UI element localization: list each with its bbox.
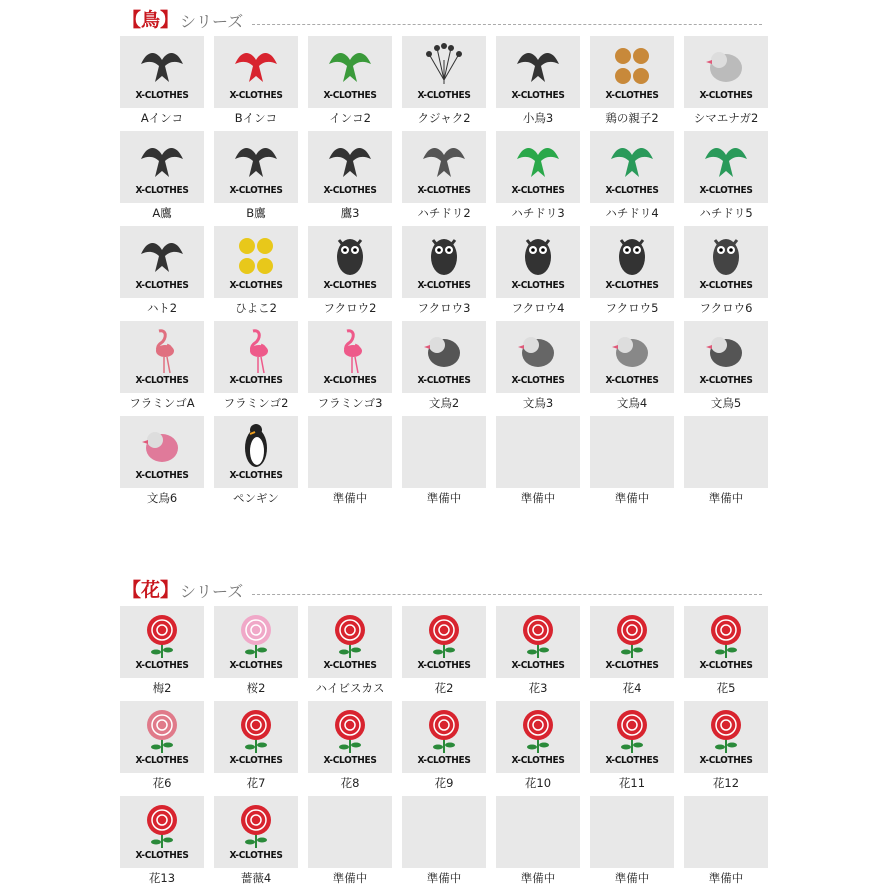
product-item[interactable] [590,606,674,700]
product-thumbnail[interactable] [684,606,768,678]
product-item[interactable] [684,606,768,700]
product-thumbnail[interactable] [214,796,298,868]
brand-text: X-CLOTHES [511,280,565,291]
brand-text: X-CLOTHES [229,280,283,291]
product-label: インコ2 [329,111,371,125]
product-thumbnail[interactable] [308,701,392,773]
rose-icon [419,705,469,755]
product-item[interactable] [120,131,204,225]
brand-text: X-CLOTHES [229,755,283,766]
product-label: ハイビスカス [315,681,385,695]
brand-text: X-CLOTHES [135,755,189,766]
product-label: 文鳥5 [710,396,742,410]
brand-text: X-CLOTHES [229,470,283,481]
brand-text: X-CLOTHES [417,90,471,101]
product-thumbnail [684,796,768,868]
product-label: 文鳥2 [428,396,460,410]
product-thumbnail[interactable] [120,36,204,108]
product-thumbnail[interactable] [120,416,204,488]
product-item[interactable] [120,796,204,890]
placeholder-item [402,796,486,890]
product-thumbnail [590,416,674,488]
parrot-icon [137,40,187,90]
product-item[interactable] [214,416,298,510]
product-item[interactable] [684,701,768,795]
product-label: 花6 [152,776,172,790]
flower-stems-icon [607,610,657,660]
product-thumbnail[interactable] [120,796,204,868]
brand-text: X-CLOTHES [135,660,189,671]
rose-icon [231,705,281,755]
product-label: 文鳥6 [146,491,178,505]
brand-text: X-CLOTHES [323,280,377,291]
product-thumbnail[interactable] [214,606,298,678]
product-label: B鷹 [246,206,266,220]
brand-text: X-CLOTHES [323,755,377,766]
product-label: A鷹 [152,206,172,220]
product-item[interactable] [120,36,204,130]
product-thumbnail[interactable] [402,321,486,393]
plum-blossom-icon [137,610,187,660]
product-label: 薔薇4 [240,871,272,885]
product-label: ひよこ2 [235,301,277,315]
section-series-label: シリーズ [180,582,244,601]
brand-text: X-CLOTHES [135,850,189,861]
product-item[interactable] [684,36,768,130]
product-label: 花3 [528,681,548,695]
product-label: 準備中 [426,491,462,505]
product-thumbnail[interactable] [496,131,580,203]
brand-text: X-CLOTHES [511,660,565,671]
product-label: Bインコ [234,111,278,125]
product-thumbnail[interactable] [214,36,298,108]
product-item[interactable] [496,226,580,320]
placeholder-item [402,416,486,510]
chicks-icon [231,230,281,280]
product-thumbnail[interactable] [590,226,674,298]
product-thumbnail [496,796,580,868]
brand-text: X-CLOTHES [229,185,283,196]
flamingo-icon [137,325,187,375]
product-item[interactable] [308,606,392,700]
brand-text: X-CLOTHES [605,660,659,671]
product-item[interactable] [214,226,298,320]
penguin-icon [231,420,281,470]
product-thumbnail[interactable] [402,36,486,108]
long-tailed-tit-icon [701,40,751,90]
product-thumbnail[interactable] [590,701,674,773]
brand-text: X-CLOTHES [699,90,753,101]
placeholder-item [590,796,674,890]
product-item[interactable] [402,36,486,130]
section-divider [252,594,762,595]
product-label: ハト2 [146,301,178,315]
product-item[interactable] [590,131,674,225]
section-title: 【花】 [122,579,180,601]
product-thumbnail[interactable] [120,321,204,393]
product-item[interactable] [120,321,204,415]
product-label: 準備中 [614,871,650,885]
product-label: 小鳥3 [522,111,554,125]
flamingo-icon [231,325,281,375]
product-label: 準備中 [520,871,556,885]
product-item[interactable] [214,131,298,225]
brand-text: X-CLOTHES [135,90,189,101]
product-label: ハチドリ4 [605,206,659,220]
product-label: 花8 [340,776,360,790]
product-item[interactable] [684,131,768,225]
product-label: フクロウ4 [511,301,565,315]
product-label: 準備中 [708,871,744,885]
product-item[interactable] [684,321,768,415]
owl-icon [701,230,751,280]
brand-text: X-CLOTHES [323,660,377,671]
owl-icon [607,230,657,280]
section-header-flowers [122,576,762,606]
product-label: 花7 [246,776,266,790]
brand-text: X-CLOTHES [511,185,565,196]
product-thumbnail[interactable] [684,321,768,393]
product-item[interactable] [590,321,674,415]
product-thumbnail[interactable] [684,701,768,773]
product-thumbnail[interactable] [684,131,768,203]
product-item[interactable] [308,701,392,795]
product-label: 鶏の親子2 [605,111,659,125]
brand-text: X-CLOTHES [229,375,283,386]
eagle-icon [325,135,375,185]
brand-text: X-CLOTHES [417,755,471,766]
product-item[interactable] [590,701,674,795]
product-thumbnail[interactable] [684,226,768,298]
java-sparrow-icon [701,325,751,375]
product-label: フクロウ6 [699,301,753,315]
product-label: 花4 [622,681,642,695]
brand-text: X-CLOTHES [511,375,565,386]
rose-outline-icon [137,705,187,755]
product-label: 梅2 [152,681,172,695]
product-label: Aインコ [140,111,184,125]
product-label: 花11 [618,776,646,790]
product-thumbnail[interactable] [402,226,486,298]
flowers-grid [120,606,772,891]
brand-text: X-CLOTHES [699,280,753,291]
product-label: フクロウ5 [605,301,659,315]
product-item[interactable] [496,606,580,700]
parrot-icon [231,40,281,90]
brand-text: X-CLOTHES [699,660,753,671]
java-sparrow-icon [607,325,657,375]
chrysanthemum-icon [701,705,751,755]
product-thumbnail[interactable] [496,36,580,108]
product-label: ハチドリ3 [511,206,565,220]
placeholder-item [496,416,580,510]
hummingbird-icon [513,135,563,185]
hibiscus-icon [325,610,375,660]
product-thumbnail [590,796,674,868]
product-item[interactable] [214,606,298,700]
product-label: 花2 [434,681,454,695]
product-thumbnail[interactable] [496,701,580,773]
brand-text: X-CLOTHES [605,90,659,101]
product-thumbnail[interactable] [308,226,392,298]
product-thumbnail[interactable] [214,701,298,773]
product-label: 花12 [712,776,740,790]
product-thumbnail [684,416,768,488]
product-label: フクロウ3 [417,301,471,315]
dove-icon [137,230,187,280]
product-label: 花13 [148,871,176,885]
product-label: シマエナガ2 [693,111,759,125]
product-item[interactable] [590,36,674,130]
product-item[interactable] [214,701,298,795]
product-item[interactable] [214,796,298,890]
product-thumbnail[interactable] [308,36,392,108]
product-thumbnail[interactable] [308,606,392,678]
product-label: クジャク2 [417,111,471,125]
product-thumbnail [402,416,486,488]
flower-stems-icon [513,610,563,660]
product-thumbnail [308,416,392,488]
eagle-icon [137,135,187,185]
product-thumbnail[interactable] [590,321,674,393]
product-label: ハチドリ5 [699,206,753,220]
product-label: 花10 [524,776,552,790]
product-thumbnail [308,796,392,868]
product-item[interactable] [214,36,298,130]
product-thumbnail[interactable] [402,701,486,773]
placeholder-item [684,416,768,510]
product-item[interactable] [402,321,486,415]
placeholder-item [496,796,580,890]
product-thumbnail[interactable] [496,606,580,678]
java-sparrow-icon [419,325,469,375]
brand-text: X-CLOTHES [229,90,283,101]
product-item[interactable] [120,226,204,320]
placeholder-item [590,416,674,510]
product-thumbnail[interactable] [590,606,674,678]
flower-icon [701,610,751,660]
product-label: 準備中 [426,871,462,885]
product-thumbnail[interactable] [402,606,486,678]
product-item[interactable] [308,226,392,320]
brand-text: X-CLOTHES [605,755,659,766]
placeholder-item [684,796,768,890]
brand-text: X-CLOTHES [699,755,753,766]
product-item[interactable] [496,36,580,130]
product-item[interactable] [308,321,392,415]
product-label: フクロウ2 [323,301,377,315]
lovebird-icon [325,40,375,90]
product-item[interactable] [402,606,486,700]
product-item[interactable] [308,36,392,130]
section-header-birds [122,6,762,36]
product-label: 桜2 [246,681,266,695]
product-thumbnail[interactable] [120,606,204,678]
placeholder-item [308,416,392,510]
product-thumbnail[interactable] [214,131,298,203]
brand-text: X-CLOTHES [135,375,189,386]
brand-text: X-CLOTHES [699,185,753,196]
product-label: フラミンゴ2 [223,396,289,410]
product-label: 準備中 [332,491,368,505]
brand-text: X-CLOTHES [605,375,659,386]
product-item[interactable] [496,131,580,225]
product-item[interactable] [496,701,580,795]
product-label: 準備中 [520,491,556,505]
java-sparrow-icon [137,420,187,470]
flower-icon [325,705,375,755]
brand-text: X-CLOTHES [135,280,189,291]
brand-text: X-CLOTHES [323,90,377,101]
brand-text: X-CLOTHES [323,375,377,386]
product-item[interactable] [402,701,486,795]
section-title: 【鳥】 [122,9,180,31]
section-divider [252,24,762,25]
small-bird-icon [513,40,563,90]
product-thumbnail[interactable] [590,36,674,108]
cherry-blossom-icon [231,610,281,660]
product-item[interactable] [120,416,204,510]
placeholder-item [308,796,392,890]
hummingbird-icon [607,135,657,185]
product-label: 鷹3 [340,206,360,220]
product-label: 準備中 [708,491,744,505]
product-item[interactable] [308,131,392,225]
hen-and-chicks-icon [607,40,657,90]
product-thumbnail[interactable] [120,701,204,773]
brand-text: X-CLOTHES [511,755,565,766]
product-thumbnail[interactable] [120,131,204,203]
brand-text: X-CLOTHES [417,660,471,671]
owl-icon [513,230,563,280]
birds-grid [120,36,772,511]
product-item[interactable] [214,321,298,415]
rose-icon [513,705,563,755]
product-thumbnail[interactable] [308,131,392,203]
flamingo-icon [325,325,375,375]
brand-text: X-CLOTHES [135,470,189,481]
brand-text: X-CLOTHES [511,90,565,101]
product-label: 花9 [434,776,454,790]
product-thumbnail [402,796,486,868]
product-label: 準備中 [614,491,650,505]
product-label: 文鳥4 [616,396,648,410]
java-sparrow-icon [513,325,563,375]
product-label: ペンギン [233,491,279,505]
hummingbird-icon [419,135,469,185]
product-label: 準備中 [332,871,368,885]
hummingbird-icon [701,135,751,185]
brand-text: X-CLOTHES [229,850,283,861]
product-item[interactable] [684,226,768,320]
brand-text: X-CLOTHES [417,185,471,196]
chrysanthemum-icon [137,800,187,850]
product-label: 花5 [716,681,736,695]
product-thumbnail[interactable] [402,131,486,203]
product-thumbnail[interactable] [214,321,298,393]
product-thumbnail[interactable] [120,226,204,298]
brand-text: X-CLOTHES [323,185,377,196]
product-item[interactable] [120,701,204,795]
owl-icon [419,230,469,280]
product-item[interactable] [402,226,486,320]
product-item[interactable] [496,321,580,415]
brand-text: X-CLOTHES [605,280,659,291]
rose-icon [231,800,281,850]
product-thumbnail[interactable] [684,36,768,108]
brand-text: X-CLOTHES [605,185,659,196]
product-label: フラミンゴA [129,396,195,410]
product-thumbnail [496,416,580,488]
product-item[interactable] [120,606,204,700]
section-series-label: シリーズ [180,12,244,31]
brand-text: X-CLOTHES [699,375,753,386]
owl-icon [325,230,375,280]
flower-icon [607,705,657,755]
product-thumbnail[interactable] [214,416,298,488]
product-label: 文鳥3 [522,396,554,410]
product-thumbnail[interactable] [590,131,674,203]
product-label: フラミンゴ3 [317,396,383,410]
product-item[interactable] [590,226,674,320]
product-thumbnail[interactable] [214,226,298,298]
product-thumbnail[interactable] [496,226,580,298]
brand-text: X-CLOTHES [417,375,471,386]
eagle-head-icon [231,135,281,185]
brand-text: X-CLOTHES [229,660,283,671]
product-thumbnail[interactable] [496,321,580,393]
product-label: ハチドリ2 [417,206,471,220]
product-thumbnail[interactable] [308,321,392,393]
peacock-icon [419,40,469,90]
product-item[interactable] [402,131,486,225]
brand-text: X-CLOTHES [417,280,471,291]
rose-icon [419,610,469,660]
brand-text: X-CLOTHES [135,185,189,196]
